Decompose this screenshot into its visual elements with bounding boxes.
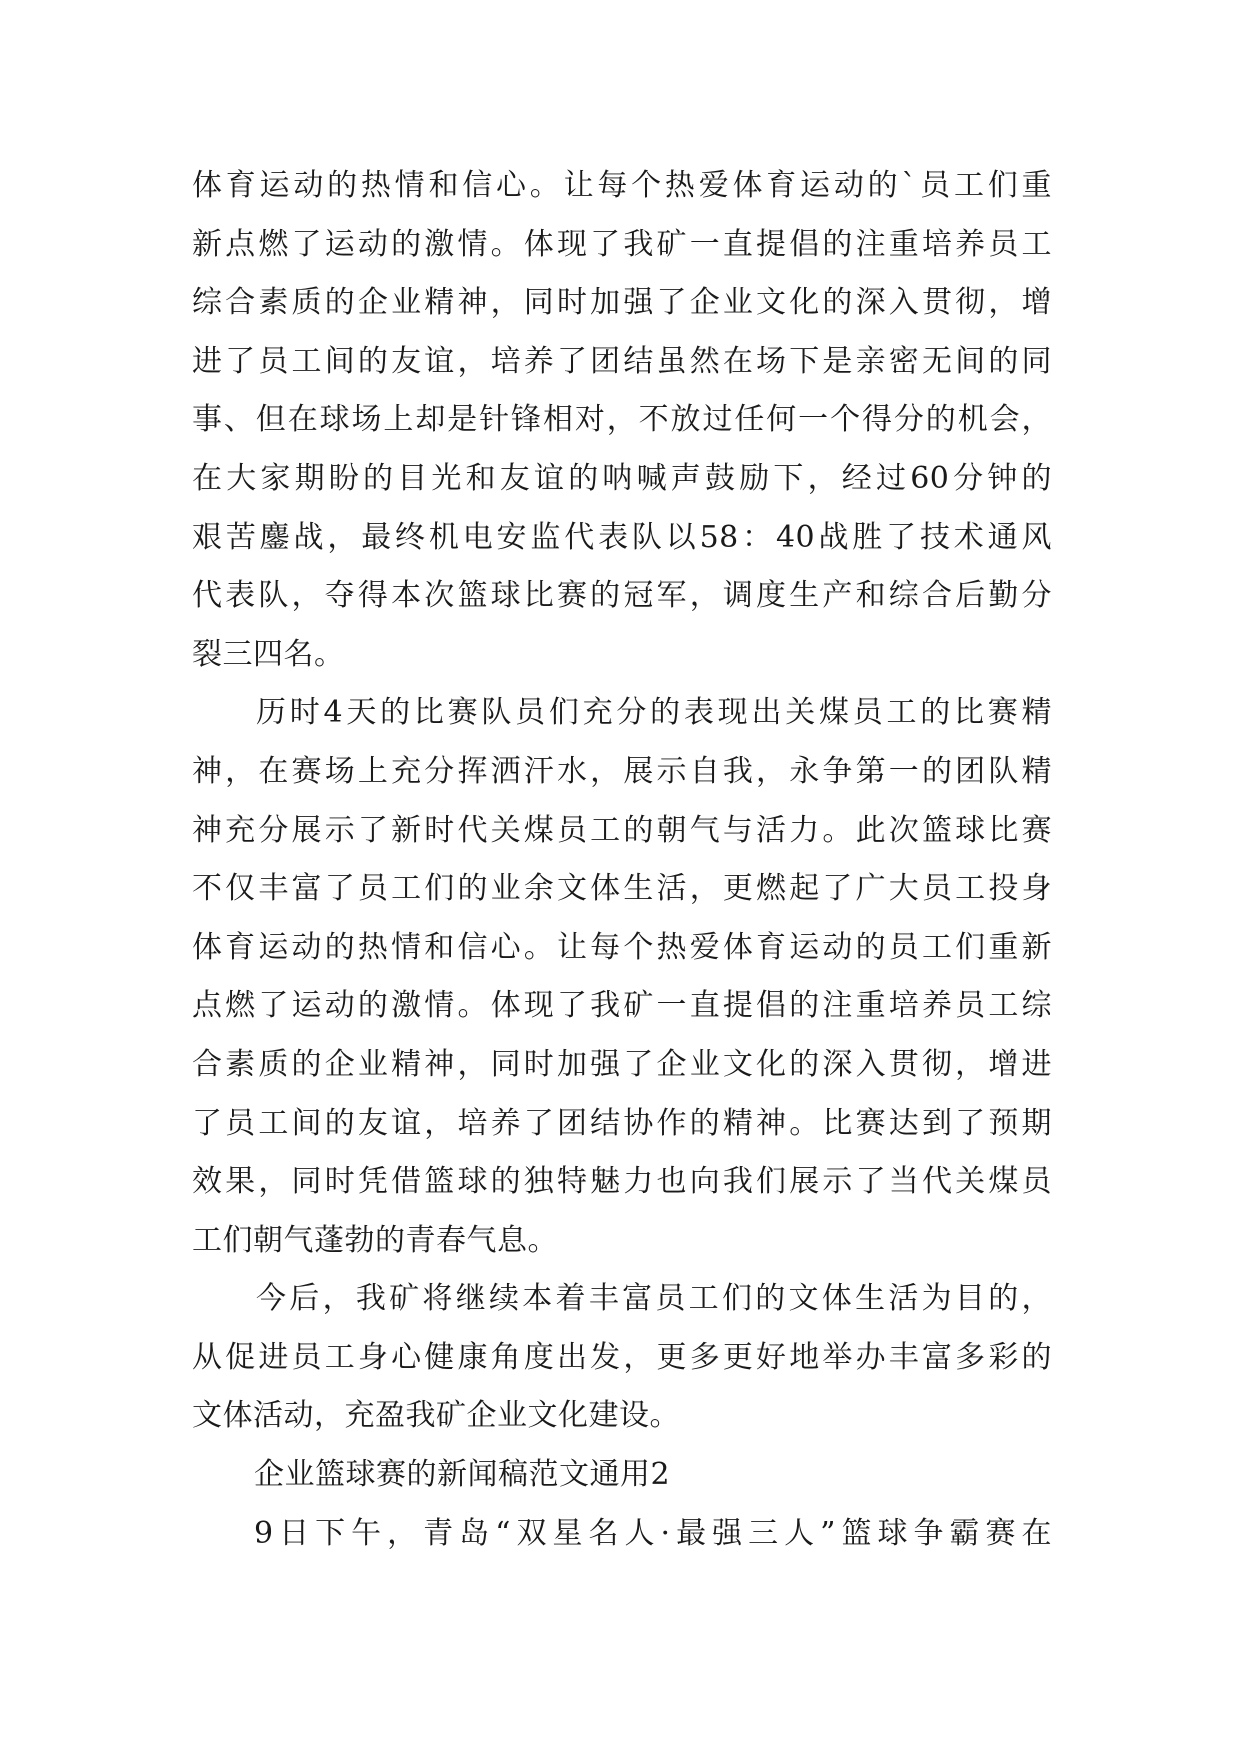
text-line: 体育运动的热情和信心。让每个热爱体育运动的员工们重新 <box>192 929 1052 965</box>
text-line: 在大家期盼的目光和友谊的呐喊声鼓励下，经过60分钟的 <box>192 460 1052 496</box>
text-line: 进了员工间的友谊，培养了团结虽然在场下是亲密无间的同 <box>192 343 1052 379</box>
text-line: 艰苦鏖战，最终机电安监代表队以58：40战胜了技术通风 <box>192 519 1052 555</box>
text-line: 9日下午，青岛“双星名人·最强三人”篮球争霸赛在 <box>254 1515 1052 1551</box>
text-line: 神充分展示了新时代关煤员工的朝气与活力。此次篮球比赛 <box>192 812 1052 848</box>
text-line: 综合素质的企业精神，同时加强了企业文化的深入贯彻，增 <box>192 285 1052 321</box>
text-line: 合素质的企业精神，同时加强了企业文化的深入贯彻，增进 <box>192 1046 1052 1082</box>
text-line: 神，在赛场上充分挥洒汗水，展示自我，永争第一的团队精 <box>192 753 1052 789</box>
text-line: 效果，同时凭借篮球的独特魅力也向我们展示了当代关煤员 <box>192 1164 1052 1200</box>
text-line: 历时4天的比赛队员们充分的表现出关煤员工的比赛精 <box>256 695 1052 731</box>
text-line: 工们朝气蓬勃的青春气息。 <box>192 1222 558 1258</box>
text-line: 代表队，夺得本次篮球比赛的冠军，调度生产和综合后勤分 <box>192 578 1052 614</box>
text-line: 不仅丰富了员工们的业余文体生活，更燃起了广大员工投身 <box>192 871 1052 907</box>
text-line: 了员工间的友谊，培养了团结协作的精神。比赛达到了预期 <box>192 1105 1052 1141</box>
text-line: 点燃了运动的激情。体现了我矿一直提倡的注重培养员工综 <box>192 988 1052 1024</box>
text-line: 新点燃了运动的激情。体现了我矿一直提倡的注重培养员工 <box>192 226 1052 262</box>
text-line: 文体活动，充盈我矿企业文化建设。 <box>192 1398 680 1434</box>
text-line: 事、但在球场上却是针锋相对，不放过任何一个得分的机会， <box>192 402 1052 438</box>
document-body <box>192 157 1052 1563</box>
text-line: 裂三四名。 <box>192 636 345 672</box>
text-line: 从促进员工身心健康角度出发，更多更好地举办丰富多彩的 <box>192 1339 1052 1375</box>
text-line: 体育运动的热情和信心。让每个热爱体育运动的`员工们重 <box>192 168 1052 203</box>
text-line: 今后，我矿将继续本着丰富员工们的文体生活为目的， <box>256 1281 1052 1317</box>
section-title: 企业篮球赛的新闻稿范文通用2 <box>254 1457 671 1493</box>
